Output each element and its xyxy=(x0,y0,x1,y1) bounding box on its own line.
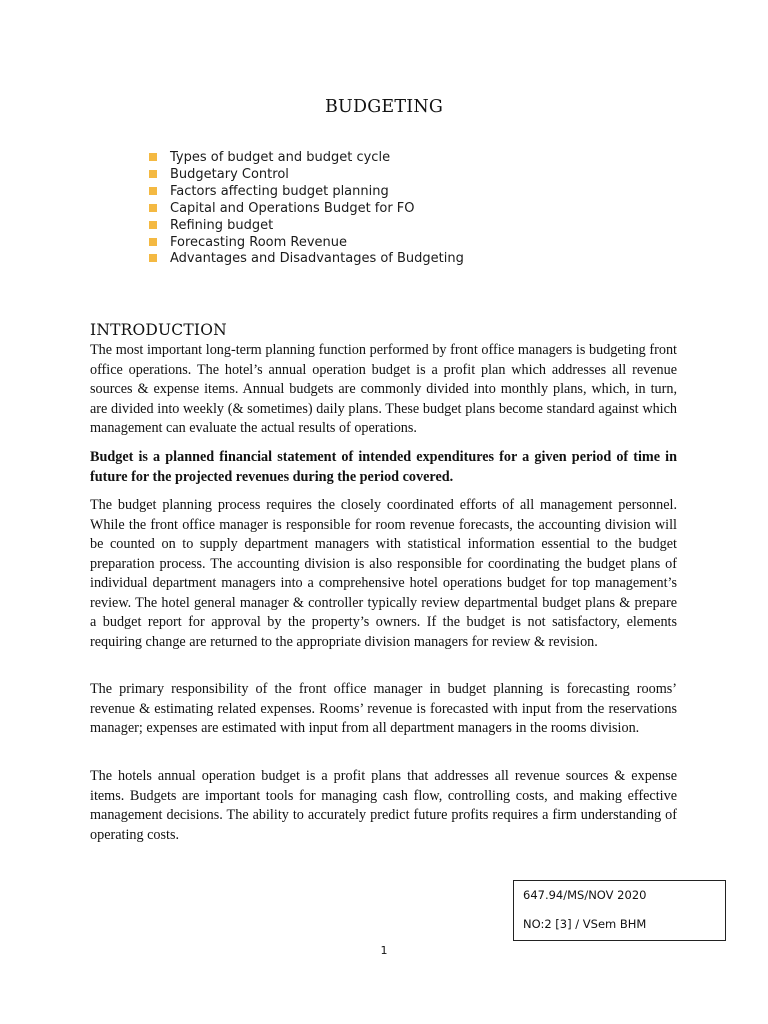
topic-label: Capital and Operations Budget for FO xyxy=(170,200,415,216)
paragraph-operation-budget xyxy=(90,767,677,845)
footer-course-info: NO:2 [3] / VSem BHM xyxy=(523,917,647,931)
paragraph-text: The most important long-term planning function performed by front office managers is budgeting front office operations. The hotel’s annual operation budget is a profit plan which addresses all revenue sources & expense items. Annual budgets are commonly divided into monthly plans, which, in turn, are divided into weekly (& sometimes) daily plans. These budget plans become standard against which management can evaluate the actual results of operations. xyxy=(90,342,677,436)
paragraph-text: The primary responsibility of the front office manager in budget planning is forecasting rooms’ revenue & estimating related expenses. Rooms’ revenue is forecasted with input from the reservations manager; expenses are estimated with input from all department managers in the rooms division. xyxy=(90,681,677,736)
topic-item xyxy=(148,150,464,167)
paragraph-definition xyxy=(90,448,677,487)
paragraph-planning-process xyxy=(90,496,677,652)
square-bullet-icon xyxy=(149,221,157,229)
square-bullet-icon xyxy=(149,238,157,246)
topic-item xyxy=(148,251,464,268)
topic-item xyxy=(148,235,464,252)
section-heading: INTRODUCTION xyxy=(90,321,227,339)
paragraph-fom-responsibility xyxy=(90,680,677,739)
topic-label: Factors affecting budget planning xyxy=(170,183,389,199)
page-number: 1 xyxy=(380,944,388,957)
topic-label: Types of budget and budget cycle xyxy=(170,150,391,165)
paragraph-intro xyxy=(90,341,677,439)
square-bullet-icon xyxy=(149,204,157,212)
paragraph-text: The hotels annual operation budget is a profit plans that addresses all revenue sources & expense items. Budgets are important tools for managing cash flow, controlling costs, and making effective management decisions. The ability to accurately predict future profits requires a firm understanding of operating costs. xyxy=(90,768,677,843)
paragraph-text: Budget is a planned financial statement of intended expenditures for a given period of time in future for the projected revenues during the period covered. xyxy=(90,449,677,485)
footer-reference-code: 647.94/MS/NOV 2020 xyxy=(523,888,647,902)
paragraph-text: The budget planning process requires the closely coordinated efforts of all management personnel. While the front office manager is responsible for room revenue forecasts, the accounting division will be counted on to supply department managers with statistical information essential to the budget preparation process. The accounting division is also responsible for coordinating the budget plans of individual department managers into a comprehensive hotel operations budget for top management’s review. The hotel general manager & controller typically review departmental budget plans & prepare a budget report for approval by the property’s owners. If the budget is not satisfactory, elements requiring change are returned to the appropriate division managers for review & revision. xyxy=(90,497,677,650)
topic-item xyxy=(148,201,464,218)
topic-item xyxy=(148,218,464,235)
square-bullet-icon xyxy=(149,187,157,195)
topic-label: Forecasting Room Revenue xyxy=(170,234,348,250)
square-bullet-icon xyxy=(149,254,157,262)
topic-label: Refining budget xyxy=(170,217,274,233)
footer-reference-box xyxy=(513,880,726,941)
topic-list xyxy=(148,150,464,268)
topic-label: Advantages and Disadvantages of Budgeting xyxy=(170,251,464,267)
topic-label: Budgetary Control xyxy=(170,166,289,182)
topic-item xyxy=(148,184,464,201)
square-bullet-icon xyxy=(149,153,157,161)
topic-item xyxy=(148,167,464,184)
square-bullet-icon xyxy=(149,170,157,178)
document-title: BUDGETING xyxy=(324,97,444,117)
